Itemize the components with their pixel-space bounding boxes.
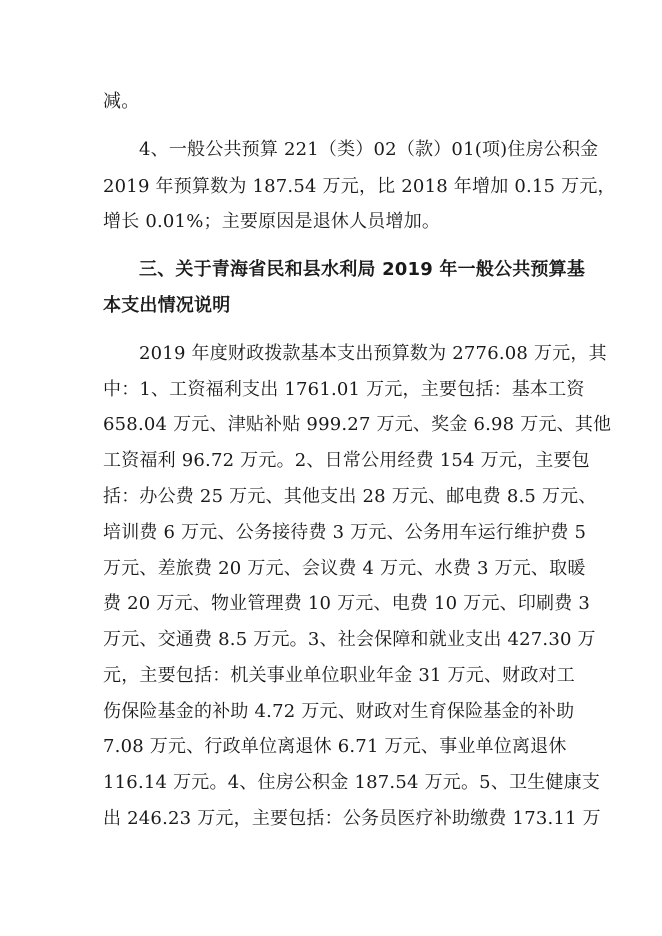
text-line: 2019 年预算数为 187.54 万元，比 2018 年增加 0.15 万元， — [103, 176, 616, 197]
text-line: 万元、差旅费 20 万元、会议费 4 万元、水费 3 万元、取暖 — [103, 558, 586, 579]
text-line: 工资福利 96.72 万元。2、日常公用经费 154 万元，主要包 — [103, 450, 590, 471]
text-line: 培训费 6 万元、公务接待费 3 万元、公务用车运行维护费 5 — [103, 522, 587, 543]
text-line: 伤保险基金的补助 4.72 万元、财政对生育保险基金的补助 — [103, 701, 575, 722]
text-line: 万元、交通费 8.5 万元。3、社会保障和就业支出 427.30 万 — [103, 629, 596, 650]
text-line: 2019 年度财政拨款基本支出预算数为 2776.08 万元，其 — [139, 343, 607, 364]
text-line: 中：1、工资福利支出 1761.01 万元，主要包括：基本工资 — [103, 379, 585, 400]
text-line: 4、一般公共预算 221（类）02（款）01(项)住房公积金 — [139, 139, 599, 160]
text-line: 括：办公费 25 万元、其他支出 28 万元、邮电费 8.5 万元、 — [103, 486, 597, 507]
text-line: 增长 0.01%；主要原因是退休人员增加。 — [103, 211, 441, 232]
text-line: 出 246.23 万元，主要包括：公务员医疗补助缴费 173.11 万 — [103, 808, 601, 829]
text-line: 7.08 万元、行政单位离退休 6.71 万元、事业单位离退休 — [103, 736, 567, 757]
text-line: 减。 — [103, 91, 140, 112]
text-line: 元，主要包括：机关事业单位职业年金 31 万元、财政对工 — [103, 665, 575, 686]
text-line: 116.14 万元。4、住房公积金 187.54 万元。5、卫生健康支 — [103, 772, 601, 793]
text-line: 658.04 万元、津贴补贴 999.27 万元、奖金 6.98 万元、其他 — [103, 414, 612, 435]
section-heading: 本支出情况说明 — [103, 295, 231, 316]
section-heading: 三、关于青海省民和县水利局 2019 年一般公共预算基 — [139, 259, 586, 280]
text-line: 费 20 万元、物业管理费 10 万元、电费 10 万元、印刷费 3 — [103, 593, 591, 614]
